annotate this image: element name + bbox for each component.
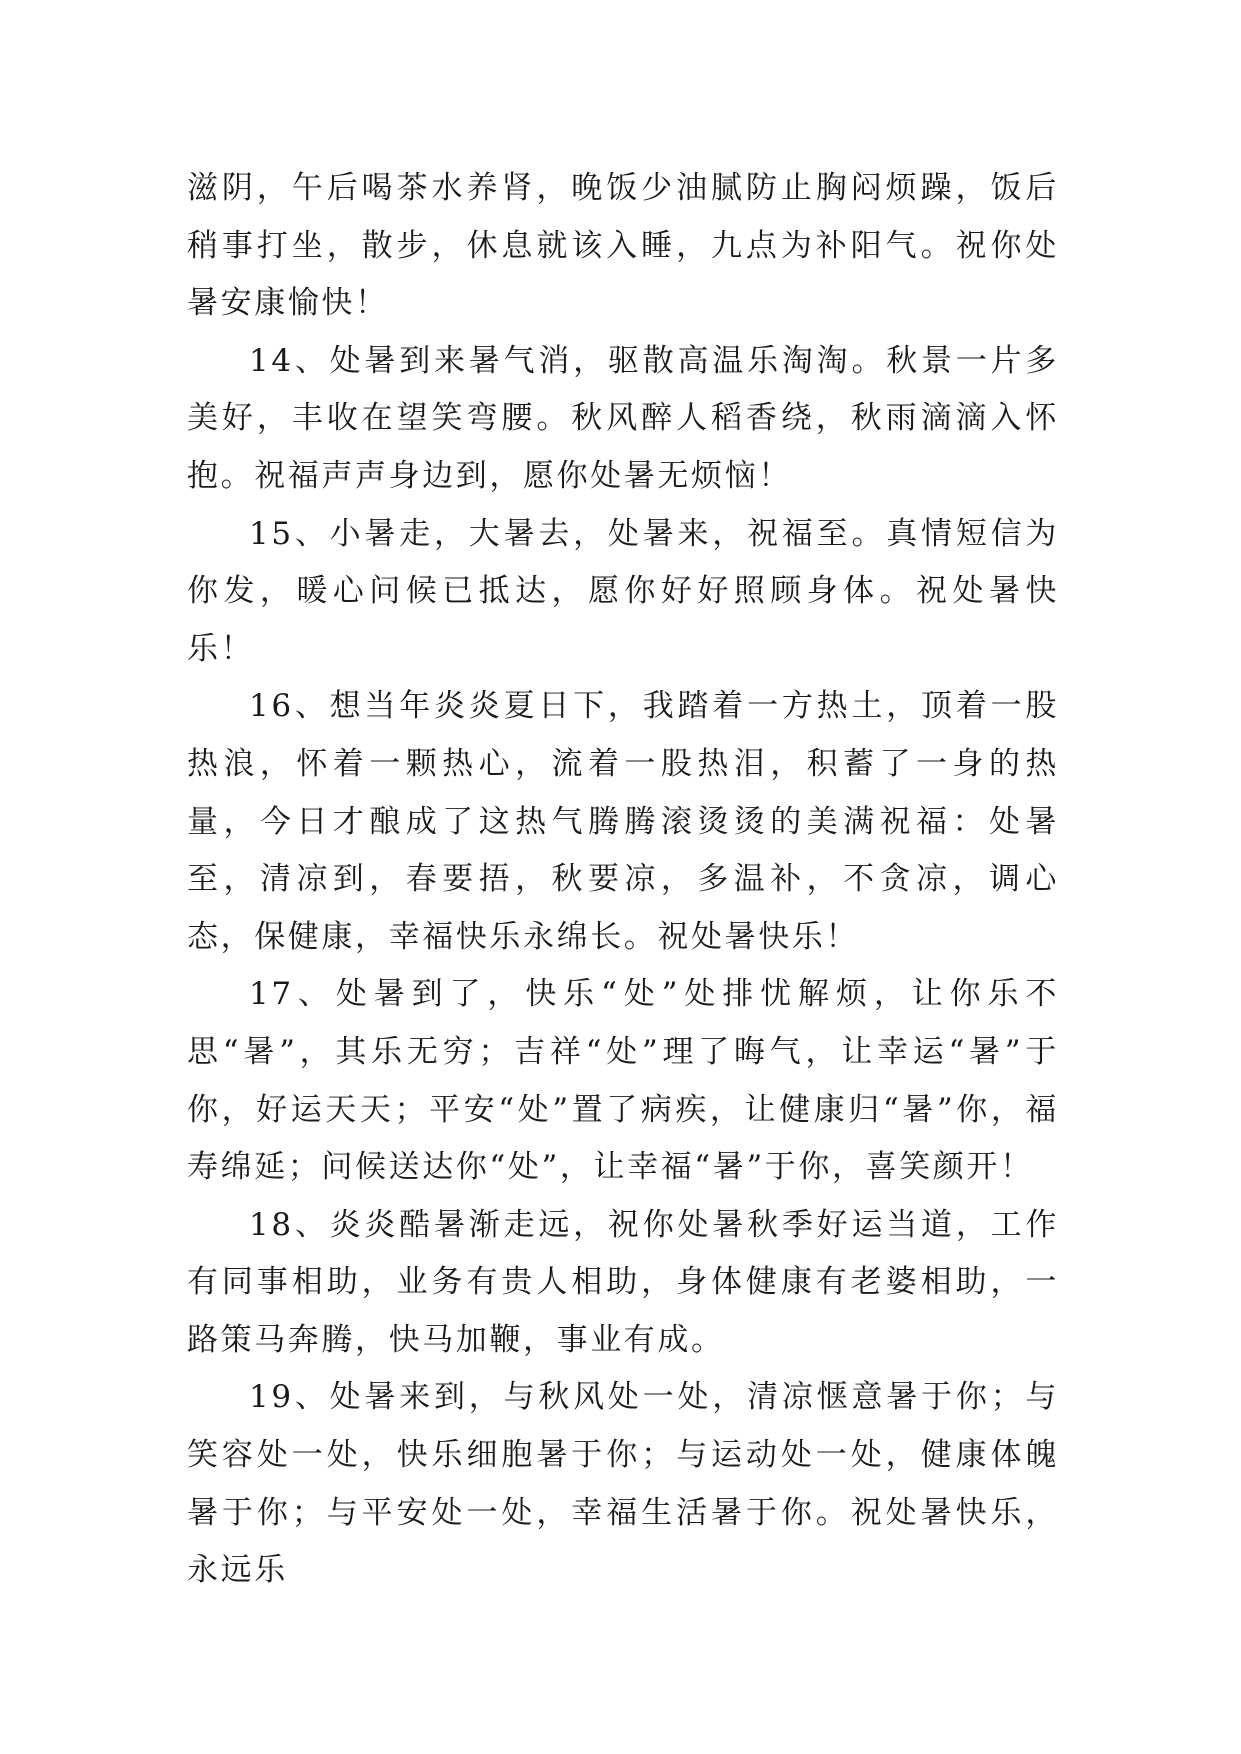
paragraph-item-16: 16、想当年炎炎夏日下，我踏着一方热土，顶着一股热浪，怀着一颗热心，流着一股热泪，积蓄了一身的热量，今日才酿成了这热气腾腾滚烫烫的美满祝福：处暑至，清凉到，春要捂，秋要凉，多温补，不贪凉，调心态，保健康，幸福快乐永绵长。祝处暑快乐！ xyxy=(187,688,1059,955)
paragraph-item-14: 14、处暑到来暑气消，驱散高温乐淘淘。秋景一片多美好，丰收在望笑弯腰。秋风醉人稻香绕，秋雨滴滴入怀抱。祝福声声身边到，愿你处暑无烦恼！ xyxy=(187,342,1059,494)
paragraph-item-19: 19、处暑来到，与秋风处一处，清凉惬意暑于你；与笑容处一处，快乐细胞暑于你；与运动处一处，健康体魄暑于你；与平安处一处，幸福生活暑于你。祝处暑快乐，永远乐 xyxy=(187,1379,1059,1589)
paragraph-item-17: 17、处暑到了，快乐“处”处排忧解烦，让你乐不思“暑”，其乐无穷；吉祥“处”理了晦气，让幸运“暑”于你，好运天天；平安“处”置了病疾，让健康归“暑”你，福寿绵延；问候送达你“处”，让幸福“暑”于你，喜笑颜开！ xyxy=(187,976,1059,1186)
paragraph-item-15: 15、小暑走，大暑去，处暑来，祝福至。真情短信为你发，暖心问候已抵达，愿你好好照顾身体。祝处暑快乐！ xyxy=(187,515,1059,667)
paragraph-continuation: 滋阴，午后喝茶水养肾，晚饭少油腻防止胸闷烦躁，饭后稍事打坐，散步，休息就该入睡，九点为补阳气。祝你处暑安康愉快！ xyxy=(187,170,1059,322)
document-body xyxy=(187,160,1059,1600)
paragraph-item-18: 18、炎炎酷暑渐走远，祝你处暑秋季好运当道，工作有同事相助，业务有贵人相助，身体健康有老婆相助，一路策马奔腾，快马加鞭，事业有成。 xyxy=(187,1206,1059,1358)
